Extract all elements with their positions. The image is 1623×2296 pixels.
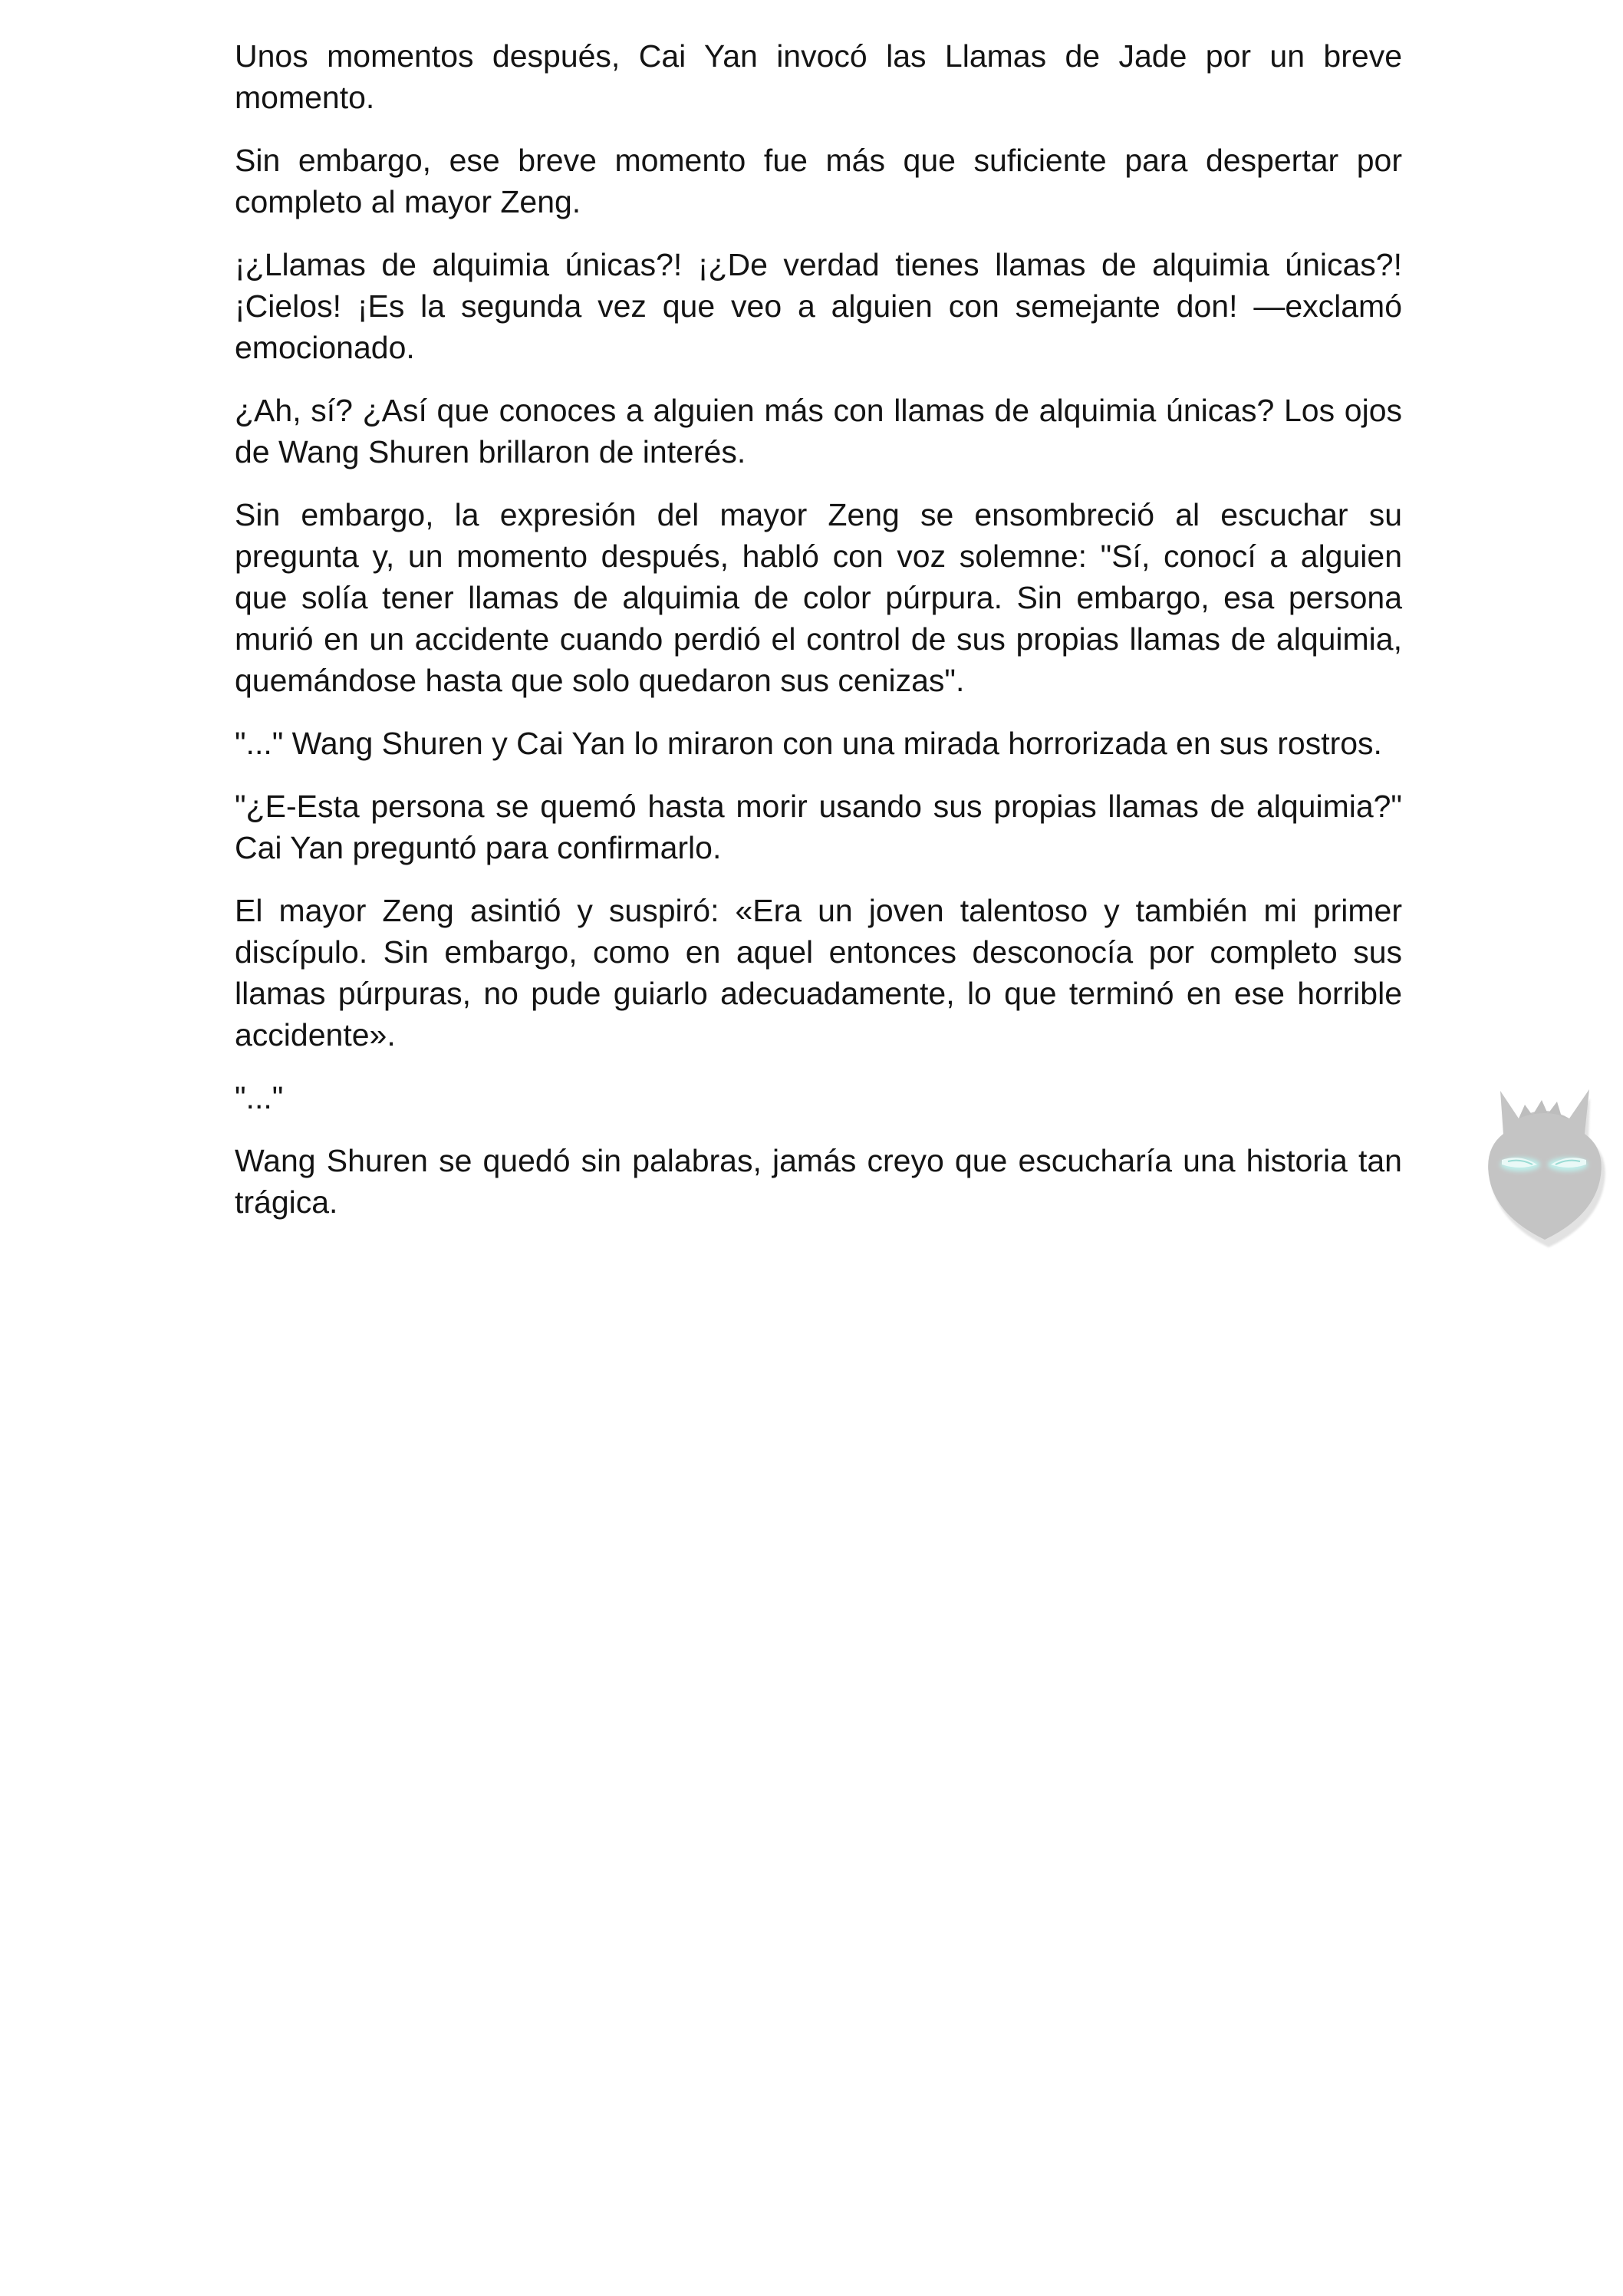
paragraph-1: Unos momentos después, Cai Yan invocó las Llamas de Jade por un breve momento. (235, 38, 1402, 115)
body-text (235, 35, 1402, 1244)
paragraph-8: El mayor Zeng asintió y suspiró: «Era un joven talentoso y también mi primer discípulo. Sin embargo, como en aquel entonces desconocía por completo sus llamas púrpuras, no pude guiarlo adecuadamente, lo que terminó en ese horrible accidente». (235, 893, 1402, 1052)
paragraph-9: "..." (235, 1080, 284, 1115)
paragraph-5: Sin embargo, la expresión del mayor Zeng se ensombreció al escuchar su pregunta y, un momento después, habló con voz solemne: "Sí, conocí a alguien que solía tener llamas de alquimia de color púrpura. Sin embargo, esa persona murió en un accidente cuando perdió el control de sus propias llamas de alquimia, quemándose hasta que solo quedaron sus cenizas". (235, 497, 1402, 698)
paragraph-6: "..." Wang Shuren y Cai Yan lo miraron con una mirada horrorizada en sus rostros. (235, 726, 1382, 761)
paragraph-3: ¡¿Llamas de alquimia únicas?! ¡¿De verdad tienes llamas de alquimia únicas?! ¡Cielos! ¡Es la segunda vez que veo a alguien con semejante don! —exclamó emocionado. (235, 247, 1402, 365)
demon-head-icon (1471, 1074, 1617, 1250)
paragraph-4: ¿Ah, sí? ¿Así que conoces a alguien más con llamas de alquimia únicas? Los ojos de Wang Shuren brillaron de interés. (235, 393, 1402, 469)
paragraph-7: "¿E-Esta persona se quemó hasta morir usando sus propias llamas de alquimia?" Cai Yan preguntó para confirmarlo. (235, 789, 1402, 865)
paragraph-2: Sin embargo, ese breve momento fue más que suficiente para despertar por completo al mayor Zeng. (235, 143, 1402, 219)
paragraph-10: Wang Shuren se quedó sin palabras, jamás creyo que escucharía una historia tan trágica. (235, 1143, 1402, 1220)
